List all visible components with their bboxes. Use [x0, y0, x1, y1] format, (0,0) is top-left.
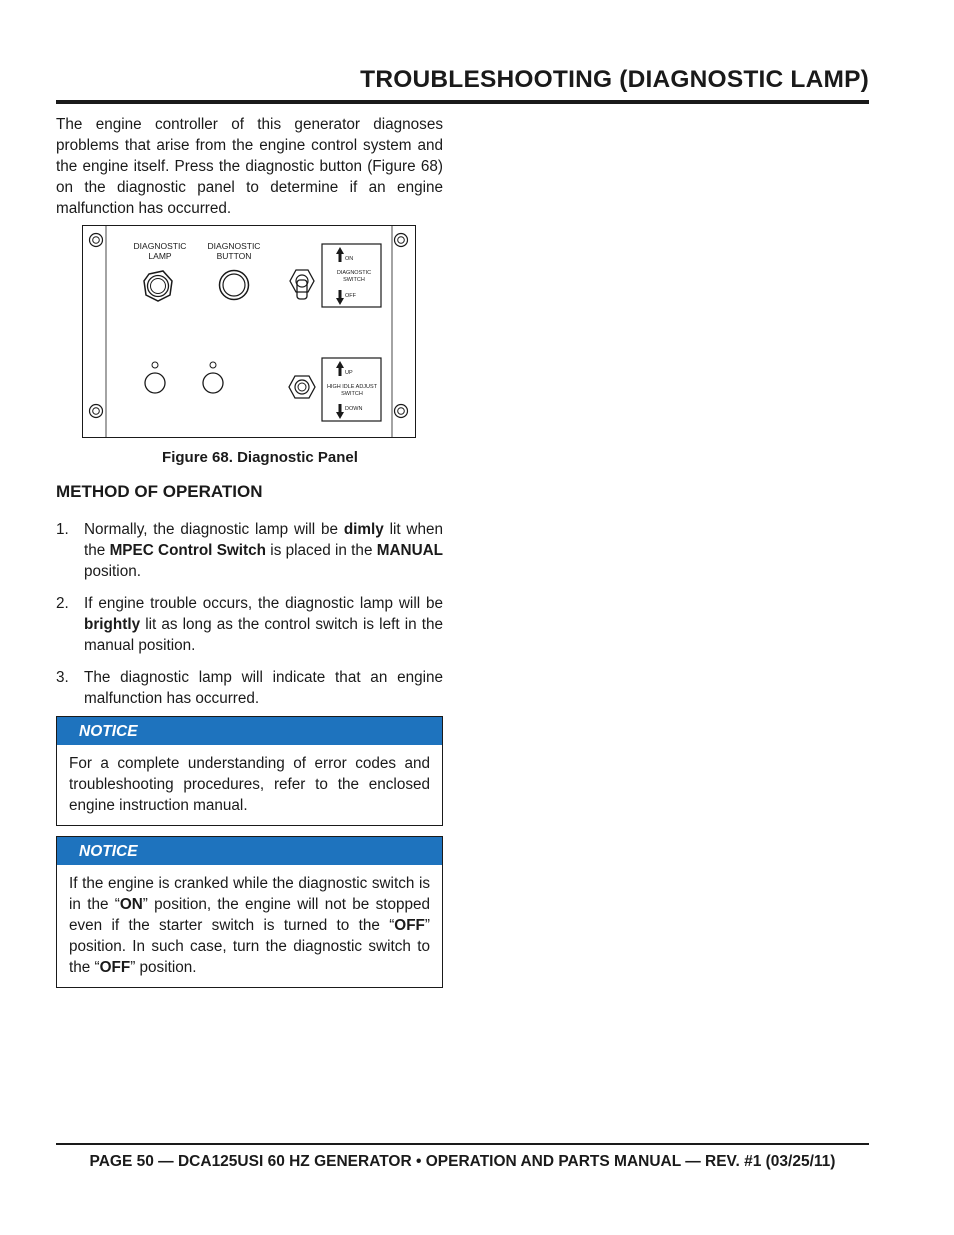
title-rule: [56, 100, 869, 104]
notice-text: For a complete understanding of error codes and troubleshooting procedures, refer to the enclosed engine instruction manual.: [69, 755, 430, 814]
idle-switch-name2: SWITCH: [341, 391, 363, 397]
notice-label: NOTICE: [57, 837, 442, 865]
diag-switch-name2: SWITCH: [343, 277, 365, 283]
footer-rule: [56, 1143, 869, 1145]
step-text: The diagnostic lamp will indicate that an engine malfunction has occurred.: [84, 669, 443, 707]
page-title: TROUBLESHOOTING (DIAGNOSTIC LAMP): [360, 66, 869, 93]
diag-on-label: ON: [345, 256, 354, 262]
notice-box: [56, 836, 443, 988]
notice-text: If the engine is cranked while the diagnostic switch is in the “ON” position, the engine will not be stopped even if the starter switch is turned to the “OFF” position. In such case, turn the diagnostic switch to the “OFF” position.: [69, 875, 431, 976]
step-number: 2.: [56, 595, 69, 612]
diag-off-label: OFF: [345, 293, 356, 299]
diag-switch-name1: DIAGNOSTIC: [336, 270, 372, 276]
lamp-label-line1: DIAGNOSTIC: [133, 241, 187, 251]
idle-up-label: UP: [345, 370, 353, 376]
lamp-label-line2: LAMP: [148, 251, 172, 261]
idle-switch-name1: HIGH IDLE ADJUST: [326, 384, 378, 390]
page-footer: PAGE 50 — DCA125USI 60 HZ GENERATOR • OPERATION AND PARTS MANUAL — REV. #1 (03/25/11): [89, 1153, 836, 1170]
list-item: [56, 519, 443, 582]
intro-paragraph: The engine controller of this generator diagnoses problems that arise from the engine control system and the engine itself. Press the diagnostic button (Figure 68) on the diagnostic panel to determine if an engine malfunction has occurred.: [56, 116, 443, 217]
diagnostic-panel-figure: [82, 225, 416, 438]
step-number: 3.: [56, 669, 69, 686]
idle-down-label: DOWN: [345, 406, 363, 412]
button-label-line2: BUTTON: [216, 251, 252, 261]
list-item: [56, 667, 443, 709]
step-text: Normally, the diagnostic lamp will be dimly lit when the MPEC Control Switch is placed in the MANUAL position.: [84, 521, 444, 580]
step-text: If engine trouble occurs, the diagnostic lamp will be brightly lit as long as the control switch is left in the manual position.: [84, 595, 443, 654]
section-heading: METHOD OF OPERATION: [56, 482, 263, 501]
list-item: [56, 593, 443, 656]
notice-box: [56, 716, 443, 826]
steps-list: [56, 519, 443, 720]
notice-label: NOTICE: [57, 717, 442, 745]
button-label-line1: DIAGNOSTIC: [207, 241, 261, 251]
step-number: 1.: [56, 521, 69, 538]
figure-caption: Figure 68. Diagnostic Panel: [162, 449, 358, 466]
